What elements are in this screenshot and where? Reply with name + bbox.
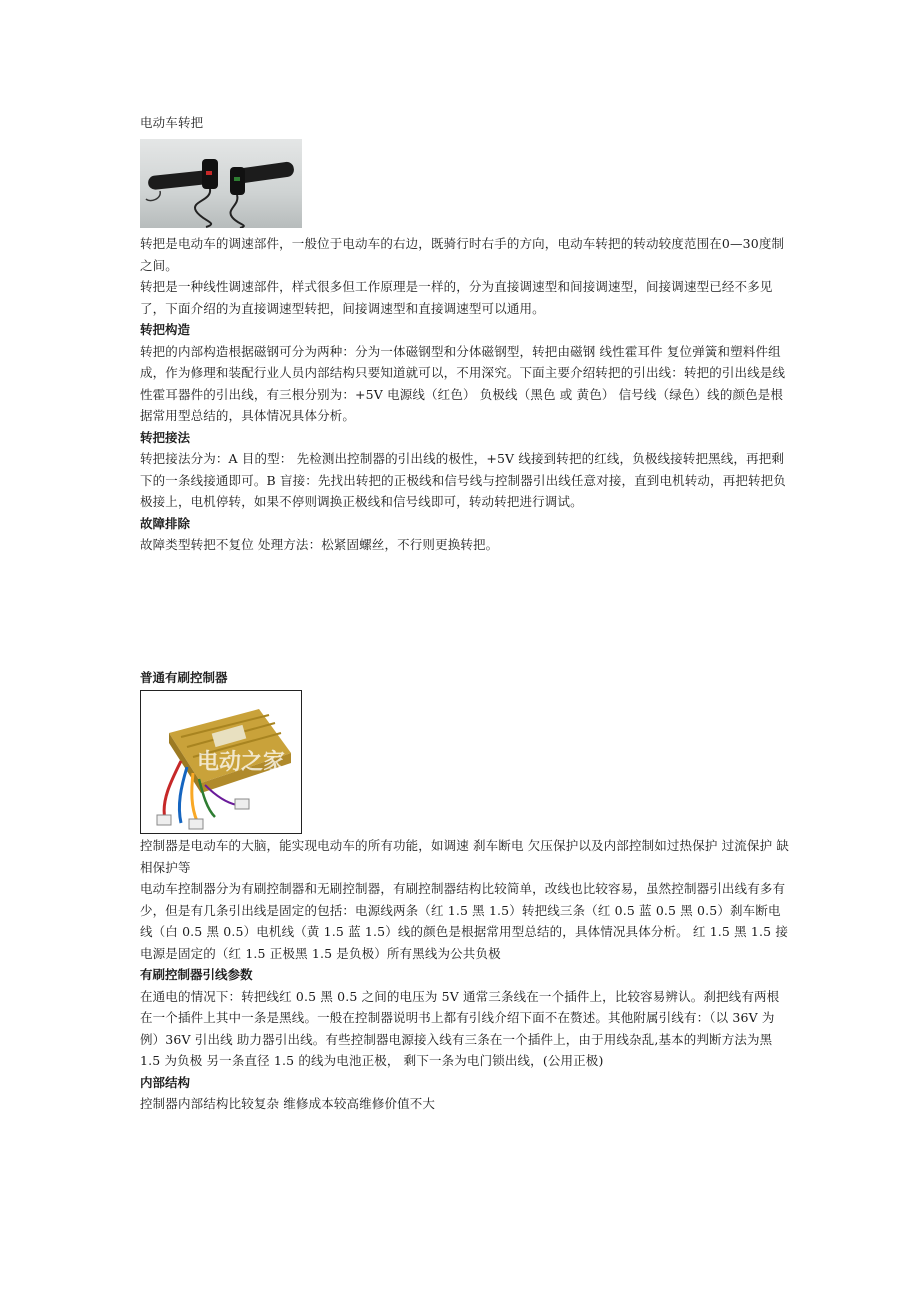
section-title-turn-handle: 电动车转把 — [140, 115, 204, 130]
section-controller-body — [140, 835, 790, 1115]
paragraph-params: 在通电的情况下：转把线红 0.5 黑 0.5 之间的电压为 5V 通常三条线在一个插件上，比较容易辨认。刹把线有两根在一个插件上其中一条是黑线。一般在控制器说明书上都有引线介绍下面不在赘述。其他附属引线有：（以 36V 为例）36V 引出线 助力器引出线。有些控制器电源接入线有三条在一个插件上，由于用线杂乱,基本的判断方法为黑 1.5 为负极 另一条直径 1.5 的线为电池正极， 剩下一条为电门锁出线，(公用正极) — [140, 988, 780, 1068]
paragraph-controller-intro: 控制器是电动车的大脑，能实现电动车的所有功能，如调速 刹车断电 欠压保护以及内部控制如过热保护 过流保护 缺相保护等 — [140, 838, 789, 875]
heading-construction: 转把构造 — [140, 322, 191, 337]
paragraph-internal: 控制器内部结构比较复杂 维修成本较高维修价值不大 — [140, 1096, 436, 1111]
paragraph-intro: 转把是电动车的调速部件，一般位于电动车的右边，既骑行时右手的方向，电动车转把的转动较度范围在0—30度制之间。 — [140, 236, 785, 273]
paragraph-construction: 转把的内部构造根据磁钢可分为两种：分为一体磁钢型和分体磁钢型，转把由磁钢 线性霍耳件 复位弹簧和塑料件组成，作为修理和装配行业人员内部结构只要知道就可以，不用深究。下面主要介绍转把的引出线：转把的引出线是线性霍耳器件的引出线，有三根分别为：+5V 电源线（红色） 负极线（黑色 或 黄色） 信号线（绿色）线的颜色是根据常用型总结的，具体情况具体分析。 — [140, 343, 786, 423]
turn-handle-illustration — [140, 139, 302, 228]
section-title-controller: 普通有刷控制器 — [140, 670, 228, 685]
controller-illustration — [141, 691, 301, 833]
paragraph-controller-types: 电动车控制器分为有刷控制器和无刷控制器，有刷控制器结构比较简单，改线也比较容易，虽然控制器引出线有多有少，但是有几条引出线是固定的包括：电源线两条（红 1.5 黑 1.5）转把线三条（红 0.5 蓝 0.5 黑 0.5）刹车断电线（白 0.5 黑 0.5）电机线（黄 1.5 蓝 1.5）线的颜色是根据常用型总结的，具体情况具体分析。 红 1.5 黑 1.5 接电源是固定的（红 1.5 正极黑 1.5 是负极）所有黑线为公共负极 — [140, 881, 789, 961]
heading-troubleshoot: 故障排除 — [140, 515, 191, 531]
controller-photo — [140, 690, 302, 834]
heading-params: 有刷控制器引线参数 — [140, 967, 253, 982]
heading-internal: 内部结构 — [140, 1074, 191, 1090]
paragraph-wiring: 转把接法分为：A 目的型： 先检测出控制器的引出线的极性，+5V 线接到转把的红线，负极线接转把黑线，再把剩下的一条线接通即可。B 盲接：先找出转把的正极线和信号线与控制器引出线任意对接，直到电机转动，再把转把负极接上，电机停转，如果不停则调换正极线和信号线即可，转动转把进行调试。 — [140, 451, 786, 509]
controller-watermark: 电动之家 — [197, 750, 286, 775]
paragraph-types: 转把是一种线性调速部件，样式很多但工作原理是一样的，分为直接调速型和间接调速型，间接调速型已经不多见了，下面介绍的为直接调速型转把，间接调速型和直接调速型可以通用。 — [140, 279, 773, 316]
turn-handle-photo — [140, 139, 302, 228]
heading-wiring: 转把接法 — [140, 429, 191, 445]
section-turn-handle-body — [140, 233, 790, 556]
paragraph-troubleshoot: 故障类型转把不复位 处理方法：松紧固螺丝，不行则更换转把。 — [140, 537, 499, 552]
